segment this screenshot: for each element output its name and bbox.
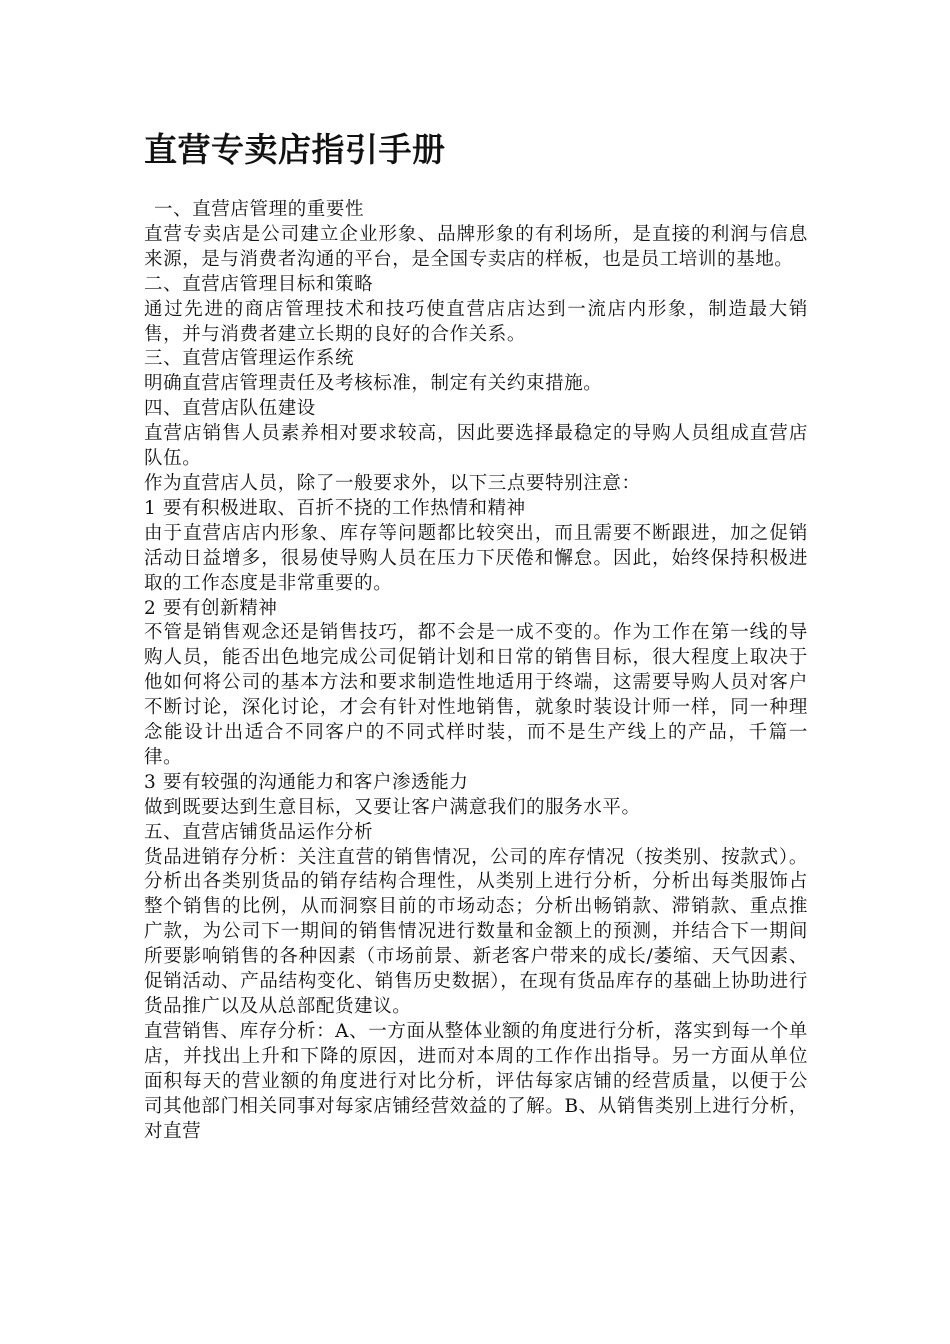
section-heading-2: 二、直营店管理目标和策略: [144, 273, 374, 295]
section-paragraph-5: 货品进销存分析：关注直营的销售情况，公司的库存情况（按类别、按款式）。分析出各类别货品的销存结构合理性，从类别上进行分析，分析出每类服饰占整个销售的比例，从而洞察目前的市场动态；分析出畅销款、滞销款、重点推广款，为公司下一期间的销售情况进行数量和金额上的预测，并结合下一期间所要影响销售的各种因素（市场前景、新老客户带来的成长/萎缩、天气因素、促销活动、产品结构变化、销售历史数据），在现有货品库存的基础上协助进行货品推广以及从总部配货建议。: [144, 846, 808, 1017]
section-heading-4: 四、直营店队伍建设: [144, 398, 316, 420]
section-paragraph-3: 明确直营店管理责任及考核标准，制定有关约束措施。: [144, 373, 603, 395]
section-paragraph-1: 直营专卖店是公司建立企业形象、品牌形象的有利场所，是直接的利润与信息来源，是与消费者沟通的平台，是全国专卖店的样板，也是员工培训的基地。: [144, 223, 808, 270]
subheading-2: 2 要有创新精神: [144, 597, 278, 619]
document-body: [144, 198, 808, 1144]
section-paragraph-5b: 直营销售、库存分析：A、一方面从整体业额的角度进行分析，落实到每一个单店，并找出上升和下降的原因，进而对本周的工作作出指导。另一方面从单位面积每天的营业额的角度进行对比分析，评估每家店铺的经营质量，以便于公司其他部门相关同事对每家店铺经营效益的了解。B、从销售类别上进行分析，对直营: [144, 1020, 808, 1142]
section-paragraph-4: 直营店销售人员素养相对要求较高，因此要选择最稳定的导购人员组成直营店队伍。: [144, 423, 808, 470]
document-title: 直营专卖店指引手册: [144, 130, 446, 169]
subparagraph-2: 不管是销售观念还是销售技巧，都不会是一成不变的。作为工作在第一线的导购人员，能否出色地完成公司促销计划和日常的销售目标，很大程度上取决于他如何将公司的基本方法和要求制造性地适用于终端，这需要导购人员对客户不断讨论，深化讨论，才会有针对性地销售，就象时装设计师一样，同一种理念能设计出适合不同客户的不同式样时装，而不是生产线上的产品，千篇一律。: [144, 622, 808, 768]
section-paragraph-2: 通过先进的商店管理技术和技巧使直营店店达到一流店内形象，制造最大销售，并与消费者建立长期的良好的合作关系。: [144, 298, 808, 345]
subparagraph-3: 做到既要达到生意目标，又要让客户满意我们的服务水平。: [144, 796, 641, 818]
subheading-1: 1 要有积极进取、百折不挠的工作热情和精神: [144, 497, 526, 519]
subheading-3: 3 要有较强的沟通能力和客户渗透能力: [144, 771, 469, 793]
section-heading-1: 一、直营店管理的重要性: [154, 199, 365, 220]
section-paragraph-4b: 作为直营店人员，除了一般要求外，以下三点要特别注意：: [144, 472, 641, 494]
subparagraph-1: 由于直营店店内形象、库存等问题都比较突出，而且需要不断跟进，加之促销活动日益增多，很易使导购人员在压力下厌倦和懈怠。因此，始终保持积极进取的工作态度是非常重要的。: [144, 522, 808, 594]
section-heading-3: 三、直营店管理运作系统: [144, 348, 355, 370]
section-heading-5: 五、直营店铺货品运作分析: [144, 821, 374, 843]
